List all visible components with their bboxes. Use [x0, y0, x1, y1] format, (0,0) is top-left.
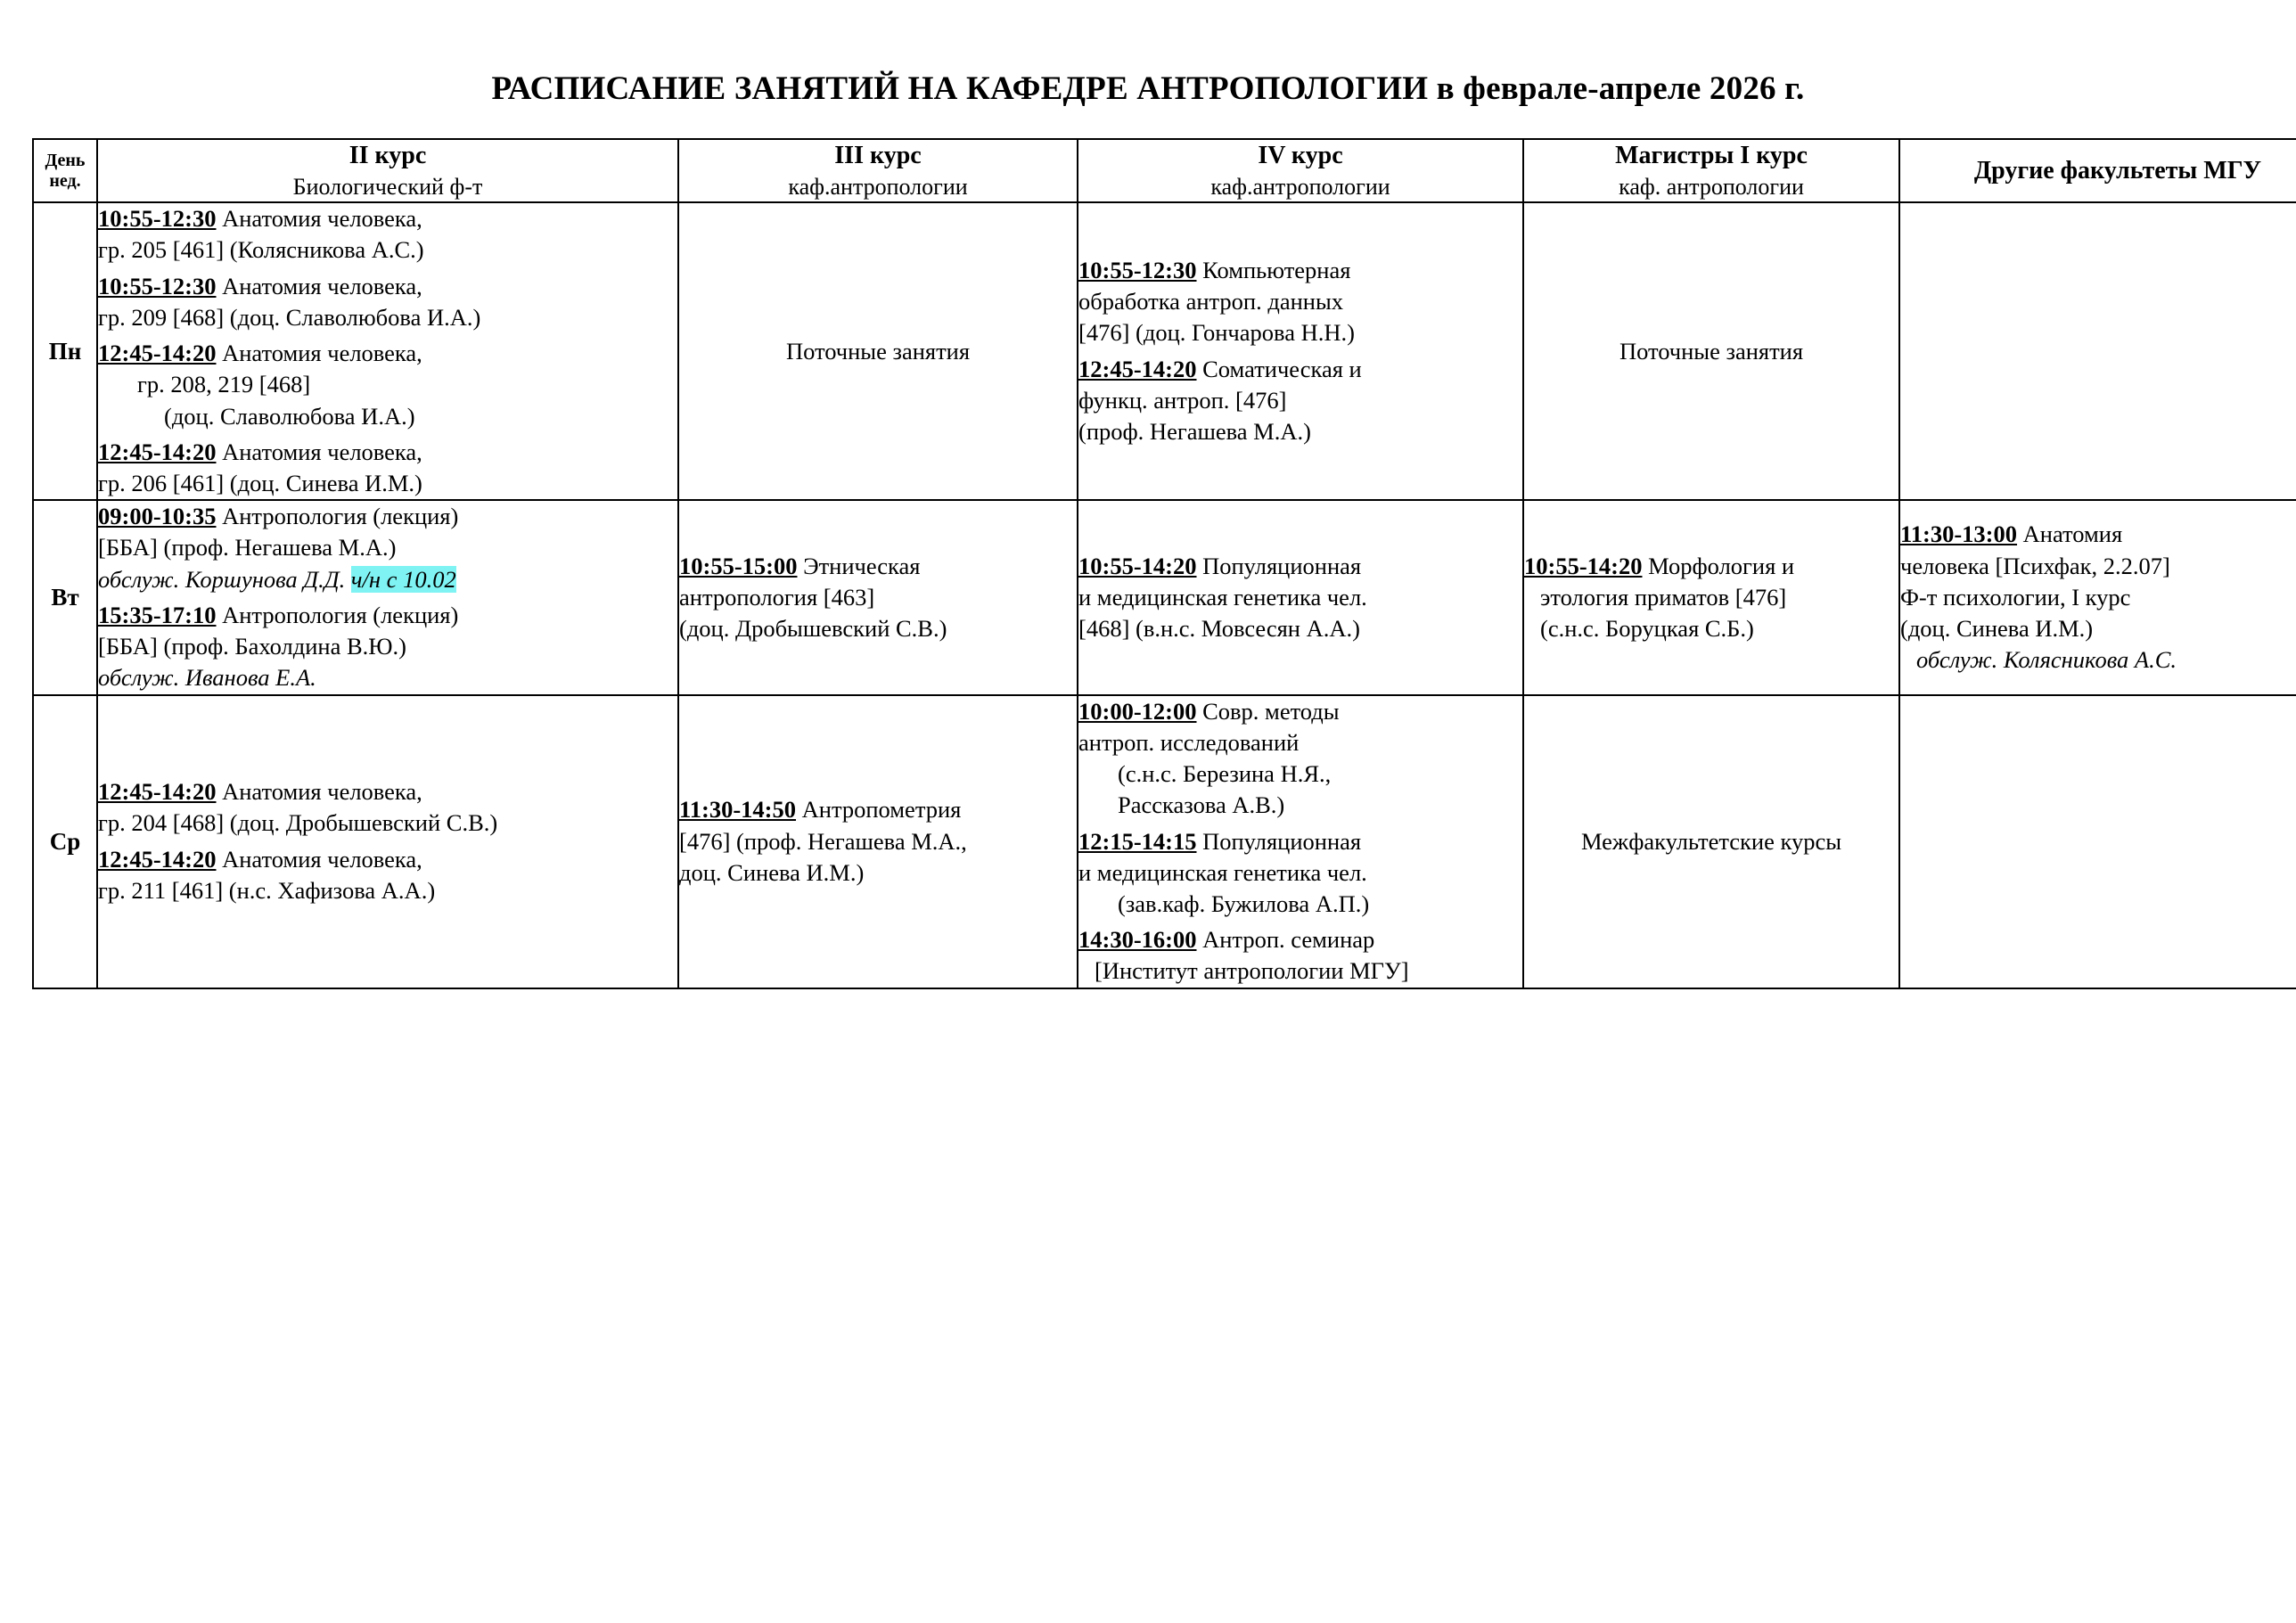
cell-wed-course3 — [678, 695, 1078, 988]
cell-mon-course2 — [97, 202, 678, 500]
lesson-entry — [1900, 519, 2296, 676]
day-label-tue: Вт — [33, 500, 97, 694]
lesson-detail: обработка антроп. данных — [1078, 288, 1344, 316]
cell-mon-course3: Поточные занятия — [678, 202, 1078, 500]
header-course4-sub: каф.антропологии — [1210, 173, 1390, 200]
lesson-time: 10:55-14:20 — [1078, 552, 1197, 579]
lesson-time: 10:55-12:30 — [1078, 256, 1197, 283]
cell-mon-course4 — [1078, 202, 1523, 500]
lesson-detail: гр. 209 [468] (доц. Славолюбова И.А.) — [98, 303, 481, 331]
cell-tue-course2 — [97, 500, 678, 694]
cell-tue-course4 — [1078, 500, 1523, 694]
lesson-entry — [98, 437, 677, 499]
lesson-title: Анатомия человека, — [222, 778, 422, 806]
lesson-entry — [1524, 551, 1898, 645]
lesson-title: Анатомия человека, — [222, 845, 422, 873]
lesson-entry — [98, 600, 677, 694]
lesson-time: 10:55-12:30 — [98, 272, 217, 299]
lesson-entry — [98, 203, 677, 266]
lesson-detail: Ф-т психологии, I курс — [1900, 583, 2131, 611]
lesson-entry — [1078, 255, 1522, 349]
lesson-entry — [98, 271, 677, 333]
table-body — [33, 202, 2296, 988]
lesson-time: 14:30-16:00 — [1078, 926, 1197, 954]
lesson-entry — [1078, 826, 1522, 921]
table-row — [33, 202, 2296, 500]
lesson-time: 12:45-14:20 — [98, 845, 217, 873]
lesson-entry — [98, 338, 677, 432]
lesson-title: Популяционная — [1202, 827, 1362, 855]
column-header-masters — [1523, 139, 1899, 202]
lesson-detail: (доц. Славолюбова И.А.) — [164, 402, 415, 430]
cell-tue-other — [1899, 500, 2296, 694]
page-title: РАСПИСАНИЕ ЗАНЯТИЙ НА КАФЕДРЕ АНТРОПОЛОГИИ в феврале-апреле 2026 г. — [491, 70, 1805, 107]
lesson-title: Соматическая и — [1202, 355, 1362, 382]
cell-wed-course2 — [97, 695, 678, 988]
lesson-detail: (доц. Синева И.М.) — [1900, 615, 2094, 643]
lesson-time: 15:35-17:10 — [98, 601, 217, 628]
lesson-time: 11:30-13:00 — [1900, 521, 2018, 548]
lesson-detail: доц. Синева И.М.) — [679, 858, 865, 886]
lesson-title: Анатомия человека, — [222, 205, 422, 233]
lesson-time: 10:55-12:30 — [98, 205, 217, 233]
lesson-detail: [476] (проф. Негашева М.А., — [679, 827, 967, 855]
table-header — [33, 139, 2296, 202]
table-row — [33, 695, 2296, 988]
lesson-title: Анатомия человека, — [222, 340, 422, 367]
lesson-detail: функц. антроп. [476] — [1078, 386, 1287, 414]
lesson-time: 12:45-14:20 — [98, 778, 217, 806]
lesson-detail: гр. 206 [461] (доц. Синева И.М.) — [98, 469, 422, 496]
lesson-detail: этология приматов [476] — [1540, 583, 1787, 611]
lesson-time: 12:45-14:20 — [1078, 355, 1197, 382]
header-day-line1: День — [45, 150, 86, 170]
lesson-time: 10:55-14:20 — [1524, 552, 1643, 579]
lesson-detail: (с.н.с. Боруцкая С.Б.) — [1540, 615, 1754, 643]
lesson-staff: обслуж. Колясникова А.С. — [1916, 646, 2177, 674]
cell-wed-masters: Межфакультетские курсы — [1523, 695, 1899, 988]
cell-wed-course4 — [1078, 695, 1523, 988]
lesson-staff: обслуж. Коршунова Д.Д. — [98, 565, 346, 593]
lesson-entry — [98, 844, 677, 906]
lesson-title: Антроп. семинар — [1202, 926, 1375, 954]
column-header-course4 — [1078, 139, 1523, 202]
lesson-detail: и медицинская генетика чел. — [1078, 583, 1367, 611]
lesson-time: 09:00-10:35 — [98, 503, 217, 530]
lesson-title: Анатомия — [2022, 521, 2123, 548]
column-header-other — [1899, 139, 2296, 202]
header-course3-sub: каф.антропологии — [788, 173, 968, 200]
column-header-course2 — [97, 139, 678, 202]
lesson-detail: [476] (доц. Гончарова Н.Н.) — [1078, 319, 1355, 347]
lesson-title: Антропология (лекция) — [222, 601, 459, 628]
lesson-detail: гр. 204 [468] (доц. Дробышевский С.В.) — [98, 809, 498, 837]
lesson-title: Анатомия человека, — [222, 438, 422, 465]
lesson-entry — [98, 776, 677, 839]
lesson-detail: [ББА] (проф. Бахолдина В.Ю.) — [98, 633, 406, 660]
lesson-title: Популяционная — [1202, 552, 1362, 579]
lesson-entry — [1078, 696, 1522, 822]
cell-tue-course3 — [678, 500, 1078, 694]
lesson-note-highlight: ч/н с 10.02 — [350, 565, 456, 593]
lesson-detail: гр. 205 [461] (Колясникова А.С.) — [98, 236, 424, 264]
header-masters-sub: каф. антропологии — [1619, 173, 1804, 200]
lesson-detail: и медицинская генетика чел. — [1078, 858, 1367, 886]
cell-tue-masters — [1523, 500, 1899, 694]
lesson-time: 10:55-15:00 — [679, 552, 798, 579]
lesson-detail: антроп. исследований — [1078, 728, 1300, 756]
lesson-detail: Рассказова А.В.) — [1118, 791, 1285, 819]
lesson-time: 12:45-14:20 — [98, 340, 217, 367]
lesson-title: Анатомия человека, — [222, 272, 422, 299]
column-header-day — [33, 139, 97, 202]
lesson-title: Антропология (лекция) — [222, 503, 459, 530]
header-course2-sub: Биологический ф-т — [292, 173, 483, 200]
cell-mon-other — [1899, 202, 2296, 500]
lesson-time: 10:00-12:00 — [1078, 697, 1197, 725]
header-day-line2: нед. — [49, 170, 81, 191]
lesson-time: 11:30-14:50 — [679, 796, 797, 824]
header-masters-main: Магистры I курс — [1615, 142, 1808, 169]
lesson-detail: (зав.каф. Бужилова А.П.) — [1118, 890, 1370, 918]
lesson-detail: [ББА] (проф. Негашева М.А.) — [98, 534, 397, 561]
header-course2-main: II курс — [348, 142, 427, 169]
lesson-entry — [1078, 551, 1522, 645]
lesson-detail: гр. 211 [461] (н.с. Хафизова А.А.) — [98, 876, 436, 904]
lesson-detail: антропология [463] — [679, 583, 875, 611]
lesson-detail: (доц. Дробышевский С.В.) — [679, 615, 947, 643]
lesson-detail: (с.н.с. Березина Н.Я., — [1118, 760, 1332, 788]
lesson-entry — [1078, 924, 1522, 987]
lesson-staff: обслуж. Иванова Е.А. — [98, 664, 316, 692]
schedule-table — [32, 138, 2296, 989]
lesson-title: Совр. методы — [1202, 697, 1340, 725]
header-row — [33, 139, 2296, 202]
header-other-main: Другие факультеты МГУ — [1973, 156, 2262, 184]
lesson-entry — [98, 501, 677, 595]
day-label-wed: Ср — [33, 695, 97, 988]
header-course3-main: III курс — [834, 142, 922, 169]
lesson-title: Антропометрия — [801, 796, 962, 824]
lesson-entry — [679, 794, 1077, 889]
day-label-mon: Пн — [33, 202, 97, 500]
lesson-detail: гр. 208, 219 [468] — [137, 371, 311, 398]
lesson-detail: [468] (в.н.с. Мовсесян А.А.) — [1078, 615, 1360, 643]
lesson-location: [Институт антропологии МГУ] — [1095, 957, 1409, 985]
lesson-title: Компьютерная — [1202, 256, 1351, 283]
lesson-detail: (проф. Негашева М.А.) — [1078, 418, 1311, 446]
lesson-time: 12:45-14:20 — [98, 438, 217, 465]
header-course4-main: IV курс — [1258, 142, 1343, 169]
table-row — [33, 500, 2296, 694]
cell-wed-other — [1899, 695, 2296, 988]
lesson-entry — [1078, 354, 1522, 448]
lesson-title: Морфология и — [1648, 552, 1795, 579]
lesson-time: 12:15-14:15 — [1078, 827, 1197, 855]
lesson-entry — [679, 551, 1077, 645]
lesson-detail: человека [Психфак, 2.2.07] — [1900, 552, 2170, 579]
column-header-course3 — [678, 139, 1078, 202]
lesson-title: Этническая — [803, 552, 921, 579]
cell-mon-masters: Поточные занятия — [1523, 202, 1899, 500]
